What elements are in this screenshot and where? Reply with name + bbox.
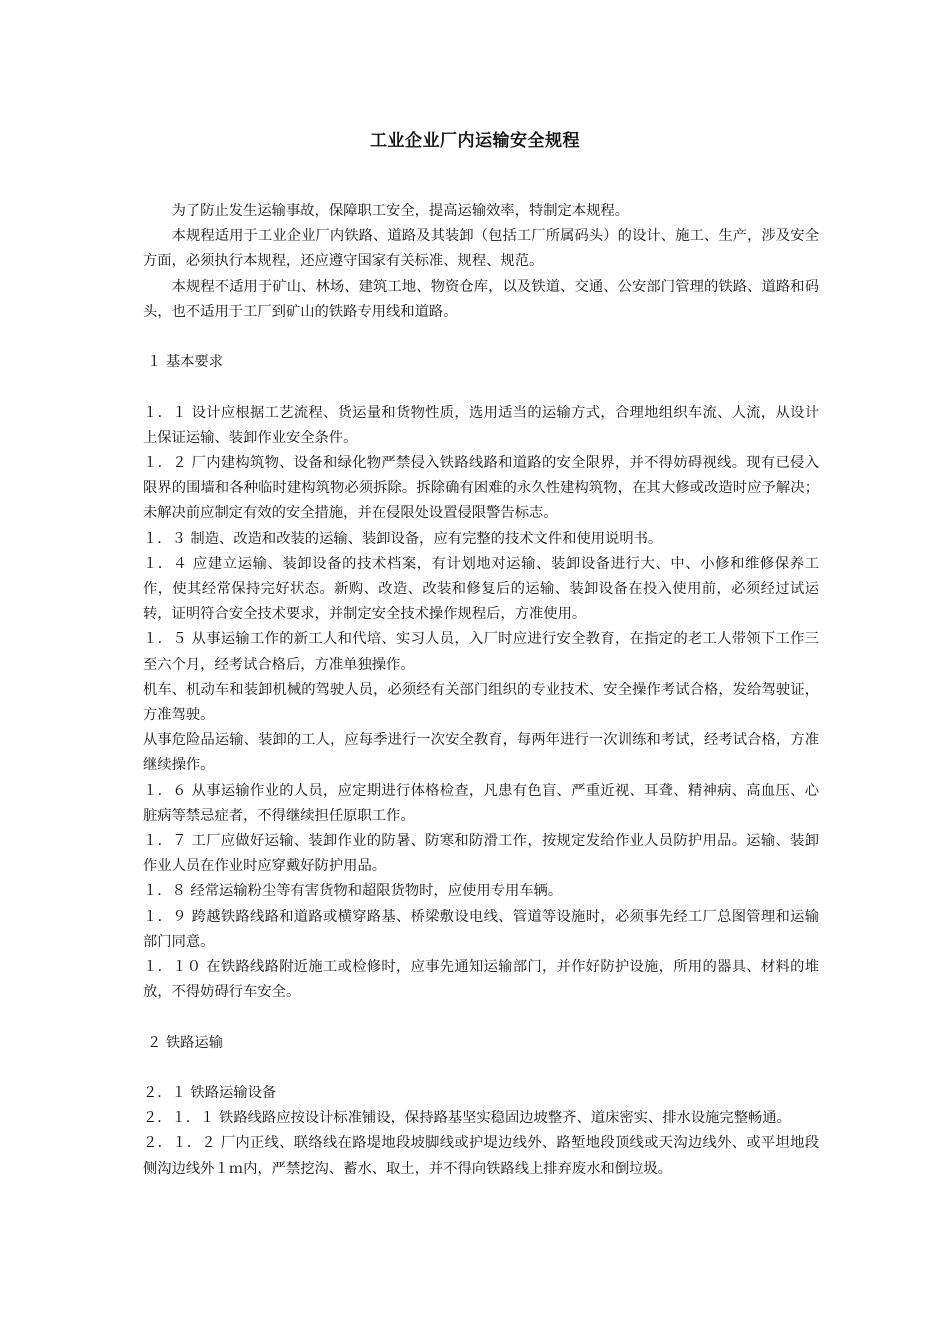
document-body <box>143 199 819 1182</box>
spacer <box>143 1005 819 1030</box>
clause-paragraph: ２．１．２ 厂内正线、联络线在路堤地段坡脚线或护堤边线外、路堑地段顶线或天沟边线外、或平坦地段侧沟边线外１ｍ内，严禁挖沟、蓄水、取土，并不得向铁路线上排弃废水和倒垃圾。 <box>143 1135 819 1177</box>
section-heading: ２ 铁路运输 <box>147 1034 224 1051</box>
clause-paragraph: ２．１．１ 铁路线路应按设计标准铺设，保持路基坚实稳固边坡整齐、道床密实、排水设施完整畅通。 <box>143 1110 791 1127</box>
intro-paragraph: 为了防止发生运输事故，保障职工安全，提高运输效率，特制定本规程。 <box>171 203 630 219</box>
document-title: 工业企业厂内运输安全规程 <box>370 131 580 151</box>
clause-paragraph: １．４ 应建立运输、装卸设备的技术档案，有计划地对运输、装卸设备进行大、中、小修和维修保养工作，使其经常保持完好状态。新购、改造、改装和修复后的运输、装卸设备在投入使用前，必须经过试运转，证明符合安全技术要求，并制定安全技术操作规程后，方准使用。 <box>143 555 819 623</box>
intro-paragraph: 本规程不适用于矿山、林场、建筑工地、物资仓库，以及铁道、交通、公安部门管理的铁路、道路和码头，也不适用于工厂到矿山的铁路专用线和道路。 <box>143 278 819 320</box>
clause-paragraph: １．３ 制造、改造和改装的运输、装卸设备，应有完整的技术文件和使用说明书。 <box>143 530 663 547</box>
clause-paragraph: １．９ 跨越铁路线路和道路或横穿路基、桥梁敷设电线、管道等设施时，必须事先经工厂总图管理和运输部门同意。 <box>143 908 819 950</box>
intro-paragraph: 本规程适用于工业企业厂内铁路、道路及其装卸（包括工厂所属码头）的设计、施工、生产，涉及安全方面，必须执行本规程，还应遵守国家有关标准、规程、规范。 <box>143 228 819 270</box>
clause-paragraph: 从事危险品运输、装卸的工人，应每季进行一次安全教育，每两年进行一次训练和考试，经考试合格，方准继续操作。 <box>143 732 819 774</box>
section-heading: １ 基本要求 <box>147 354 224 371</box>
spacer <box>143 375 819 400</box>
clause-paragraph: １．６ 从事运输作业的人员，应定期进行体格检查，凡患有色盲、严重近视、耳聋、精神病、高血压、心脏病等禁忌症者，不得继续担任原职工作。 <box>143 782 819 824</box>
clause-paragraph: 机车、机动车和装卸机械的驾驶人员，必须经有关部门组织的专业技术、安全操作考试合格，发给驾驶证，方准驾驶。 <box>143 681 819 724</box>
clause-paragraph: １．７ 工厂应做好运输、装卸作业的防暑、防寒和防滑工作，按规定发给作业人员防护用品。运输、装卸作业人员在作业时应穿戴好防护用品。 <box>143 833 819 875</box>
clause-paragraph: １．８ 经常运输粉尘等有害货物和超限货物时，应使用专用车辆。 <box>143 883 563 900</box>
clause-paragraph: １．１０ 在铁路线路附近施工或检修时，应事先通知运输部门，并作好防护设施，所用的器具、材料的堆放，不得妨碍行车安全。 <box>143 959 819 1001</box>
spacer <box>143 325 819 350</box>
clause-paragraph: １．５ 从事运输工作的新工人和代培、实习人员，入厂时应进行安全教育，在指定的老工人带领下工作三至六个月，经考试合格后，方准单独操作。 <box>143 631 819 673</box>
subsection-heading: ２．１ 铁路运输设备 <box>143 1085 277 1102</box>
spacer <box>143 1056 819 1081</box>
clause-paragraph: １．１ 设计应根据工艺流程、货运量和货物性质，选用适当的运输方式，合理地组织车流、人流，从设计上保证运输、装卸作业安全条件。 <box>143 404 819 446</box>
clause-paragraph: １．２ 厂内建构筑物、设备和绿化物严禁侵入铁路线路和道路的安全限界，并不得妨碍视线。现有已侵入限界的围墙和各种临时建构筑物必须拆除。拆除确有困难的永久性建构筑物，在其大修或改造时应予解决；未解决前应制定有效的安全措施，并在侵限处设置侵限警告标志。 <box>143 455 819 522</box>
